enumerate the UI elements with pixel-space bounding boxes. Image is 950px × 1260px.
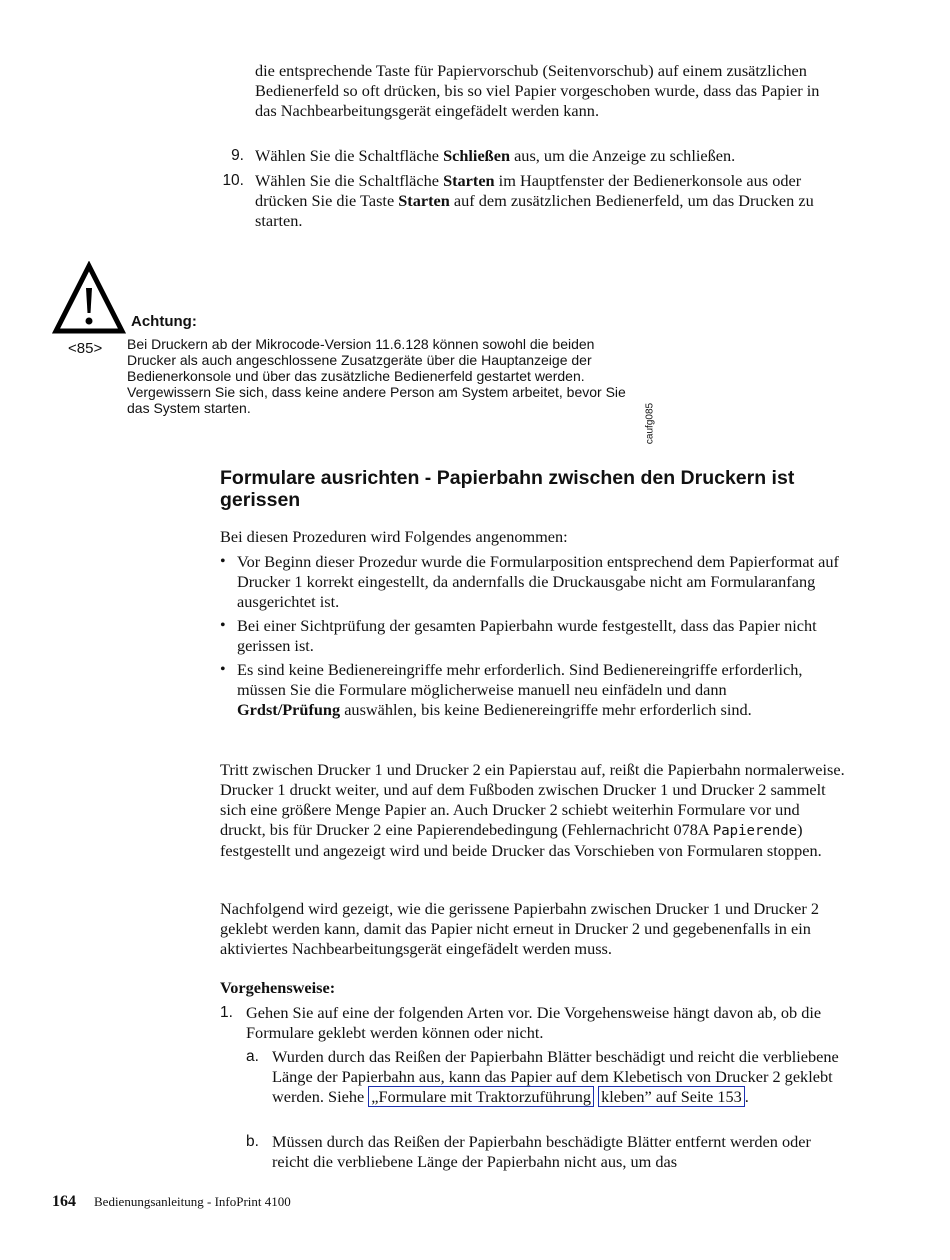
bullet-icon: •	[220, 661, 226, 678]
figure-id: caufg085	[644, 402, 656, 445]
attention-text: Bei Druckern ab der Mikrocode-Version 11.6.128 können sowohl die beiden Drucker als auch angeschlossene Zusatzgeräte über die Hauptanzeige der Bedienerkonsole und über das zusätzliche Bedienerfeld gestartet werden. Vergewissern Sie sich, dass keine andere Person am System arbeitet, bevor Sie das System starten.	[127, 336, 626, 416]
procedure-step-1	[220, 1003, 845, 1043]
substep-text: Müssen durch das Reißen der Papierbahn beschädigte Blätter entfernt werden oder reicht die verbliebene Länge der Papierbahn nicht aus, um das	[272, 1132, 811, 1171]
footer	[52, 1193, 291, 1211]
footer-title: Bedienungsanleitung - InfoPrint 4100	[94, 1194, 291, 1209]
list-item-text: Bei einer Sichtprüfung der gesamten Papierbahn wurde festgestellt, dass das Papier nicht gerissen ist.	[237, 616, 817, 655]
procedure-substep-a	[246, 1047, 846, 1129]
step-text: Gehen Sie auf eine der folgenden Arten vor. Die Vorgehensweise hängt davon ab, ob die Formulare geklebt werden können oder nicht.	[246, 1003, 822, 1042]
bullet-icon: •	[220, 553, 226, 570]
cross-reference-link[interactable]: „Formulare mit Traktorzuführung	[368, 1086, 594, 1107]
procedure-substep-b	[246, 1132, 846, 1174]
attention-title: Achtung:	[131, 313, 197, 330]
step-text: Wählen Sie die Schaltfläche Schließen aus, um die Anzeige zu schließen.	[255, 146, 736, 165]
paragraph: Tritt zwischen Drucker 1 und Drucker 2 ein Papierstau auf, reißt die Papierbahn normalerweise. Drucker 1 druckt weiter, und auf dem Fußboden zwischen Drucker 1 und Drucker 2 sammelt sich eine größere Menge Papier an. Auch Drucker 2 schiebt weiterhin Formulare vor und druckt, bis für Drucker 2 eine Papierendebedingung (Fehlernachricht 078A Papierende) festgestellt und angezeigt wird und beide Drucker das Vorschieben von Formularen stoppen.	[220, 760, 845, 860]
page-number: 164	[52, 1193, 76, 1210]
list-item-text: Vor Beginn dieser Prozedur wurde die Formularposition entsprechend dem Papierformat auf Drucker 1 korrekt eingestellt, da andernfalls die Druckausgabe nicht am Formularanfang ausgerichtet ist.	[237, 552, 839, 611]
paragraph: Nachfolgend wird gezeigt, wie die gerissene Papierbahn zwischen Drucker 1 und Drucker 2 geklebt werden kann, damit das Papier nicht erneut in Drucker 2 und gegebenenfalls in ein aktiviertes Nachbearbeitungsgerät eingefädelt werden muss.	[220, 899, 820, 958]
procedure-label: Vorgehensweise:	[220, 978, 336, 997]
attention-code: <85>	[68, 340, 103, 357]
list-item-text: Es sind keine Bedienereingriffe mehr erforderlich. Sind Bedienereingriffe erforderlich, müssen Sie die Formulare möglicherweise manuell neu einfädeln und dann Grdst/Prüfung auswählen, bis keine Bedienereingriffe mehr erforderlich sind.	[237, 660, 803, 719]
step-number: 9.	[231, 147, 244, 164]
cross-reference-link[interactable]: kleben” auf Seite 153	[598, 1086, 745, 1107]
bullet-icon: •	[220, 617, 226, 634]
substep-text: Wurden durch das Reißen der Papierbahn Blätter beschädigt und reicht die verbliebene Länge der Papierbahn aus, kann das Papier auf dem Klebetisch von Drucker 2 geklebt werden. Siehe „Formulare mit Traktorzuführung kleben” auf Seite 153 .	[272, 1047, 839, 1106]
section-intro: Bei diesen Prozeduren wird Folgendes angenommen:	[220, 527, 568, 546]
substep-letter: b.	[246, 1133, 259, 1150]
step-number: 1.	[220, 1004, 233, 1021]
substep-letter: a.	[246, 1048, 259, 1065]
section-heading: Formulare ausrichten - Papierbahn zwischen den Druckern ist gerissen	[220, 467, 795, 511]
step-number: 10.	[222, 172, 244, 189]
warning-icon	[52, 261, 126, 335]
step-text: Wählen Sie die Schaltfläche Starten im Hauptfenster der Bedienerkonsole aus oder drücken Sie die Taste Starten auf dem zusätzlichen Bedienerfeld, um das Drucken zu starten.	[255, 171, 814, 230]
step-10	[200, 171, 850, 231]
step-8-continuation: die entsprechende Taste für Papiervorschub (Seitenvorschub) auf einem zusätzlichen Bedienerfeld so oft drücken, bis so viel Papier vorgeschoben wurde, dass das Papier in das Nachbearbeitungsgerät eingefädelt werden kann.	[255, 61, 820, 120]
